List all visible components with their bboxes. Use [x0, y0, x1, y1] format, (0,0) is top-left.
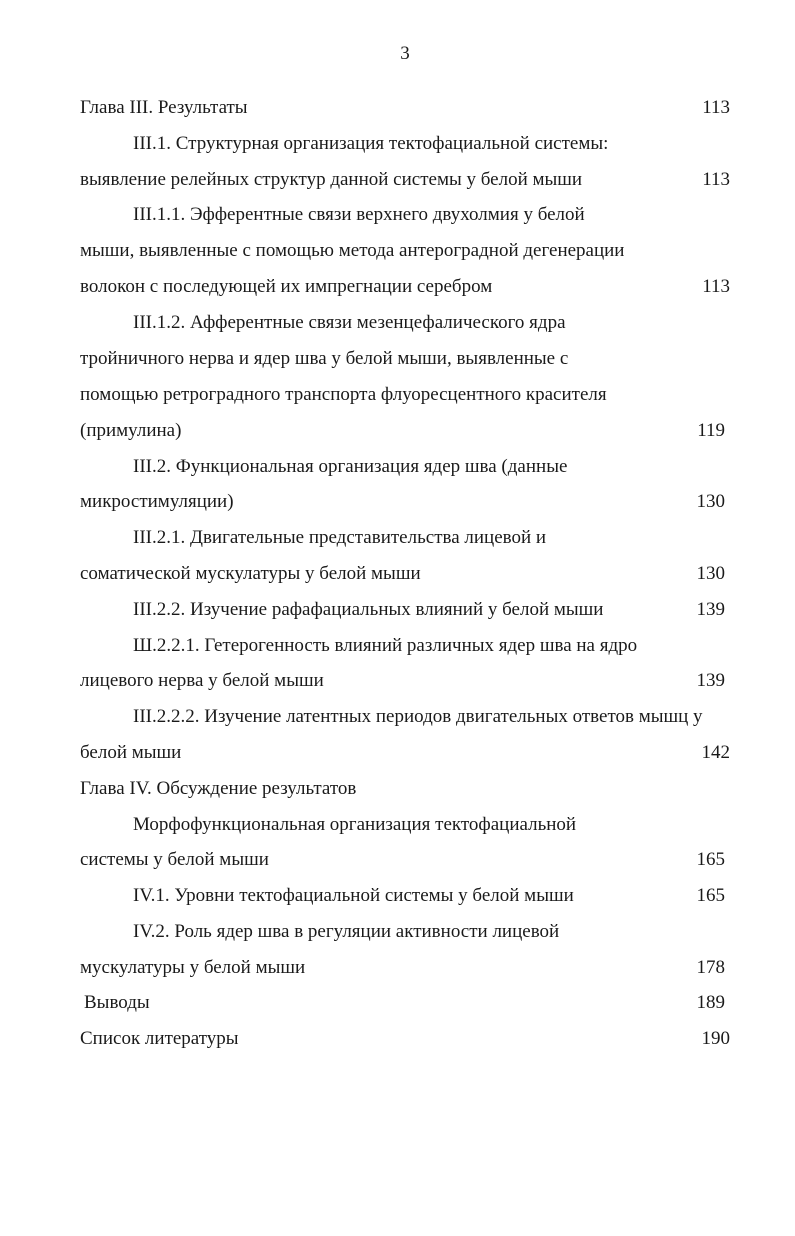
- toc-entry-line: соматической мускулатуры у белой мыши: [80, 563, 421, 584]
- toc-entry-line: микростимуляции): [80, 491, 234, 512]
- toc-entry-page: 139: [696, 670, 725, 691]
- toc-entry-line: выявление релейных структур данной системы у белой мыши: [80, 169, 583, 190]
- toc-entry-line: белой мыши: [80, 742, 182, 763]
- toc-entry-line: III.1.2. Афферентные связи мезенцефалического ядра: [133, 312, 566, 333]
- toc-entry-page: 130: [696, 563, 725, 584]
- toc-references: Список литературы: [80, 1028, 239, 1049]
- toc-chapter-4-title: Глава IV. Обсуждение результатов: [80, 778, 357, 799]
- toc-entry-line: помощью ретроградного транспорта флуоресцентного красителя: [80, 384, 607, 405]
- toc-entry-page: 142: [701, 742, 730, 763]
- toc-entry-line: волокон с последующей их импрегнации серебром: [80, 276, 493, 297]
- toc-entry-page: 139: [696, 599, 725, 620]
- toc-entry-line: тройничного нерва и ядер шва у белой мыши, выявленные с: [80, 348, 569, 369]
- toc-entry-line: IV.2. Роль ядер шва в регуляции активности лицевой: [133, 921, 560, 942]
- toc-chapter-3-title: Глава III. Результаты: [80, 97, 248, 118]
- page-number: 3: [400, 43, 410, 64]
- toc-entry-page: 178: [696, 957, 725, 978]
- toc-entry-line: III.1. Структурная организация тектофациальной системы:: [133, 133, 609, 154]
- toc-entry-line: лицевого нерва у белой мыши: [80, 670, 324, 691]
- toc-entry-page: 165: [696, 885, 725, 906]
- toc-entry-line: Морфофункциональная организация тектофациальной: [133, 814, 577, 835]
- toc-entry-line: Ш.2.2.1. Гетерогенность влияний различных ядер шва на ядро: [133, 635, 638, 656]
- toc-entry-page: 165: [696, 849, 725, 870]
- toc-conclusions: Выводы: [84, 992, 150, 1013]
- toc-entry-page: 130: [696, 491, 725, 512]
- toc-entry-line: мускулатуры у белой мыши: [80, 957, 306, 978]
- toc-entry-line: (примулина): [80, 420, 182, 441]
- toc-entry-page: 119: [697, 420, 725, 441]
- toc-chapter-3-page: 113: [702, 97, 730, 118]
- toc-entry-line: III.2.2.2. Изучение латентных периодов двигательных ответов мышц у: [133, 706, 703, 727]
- toc-entry-line: IV.1. Уровни тектофациальной системы у белой мыши: [133, 885, 574, 906]
- toc-entry-line: III.1.1. Эфферентные связи верхнего двухолмия у белой: [133, 204, 585, 225]
- toc-entry-page: 190: [701, 1028, 730, 1049]
- toc-entry-page: 189: [696, 992, 725, 1013]
- toc-entry-line: III.2. Функциональная организация ядер шва (данные: [133, 456, 568, 477]
- toc-entry-line: системы у белой мыши: [80, 849, 269, 870]
- toc-entry-line: мыши, выявленные с помощью метода антероградной дегенерации: [80, 240, 625, 261]
- toc-entry-page: 113: [702, 276, 730, 297]
- toc-entry-line: III.2.1. Двигательные представительства лицевой и: [133, 527, 547, 548]
- toc-entry-line: III.2.2. Изучение рафафациальных влияний у белой мыши: [133, 599, 604, 620]
- toc-entry-page: 113: [702, 169, 730, 190]
